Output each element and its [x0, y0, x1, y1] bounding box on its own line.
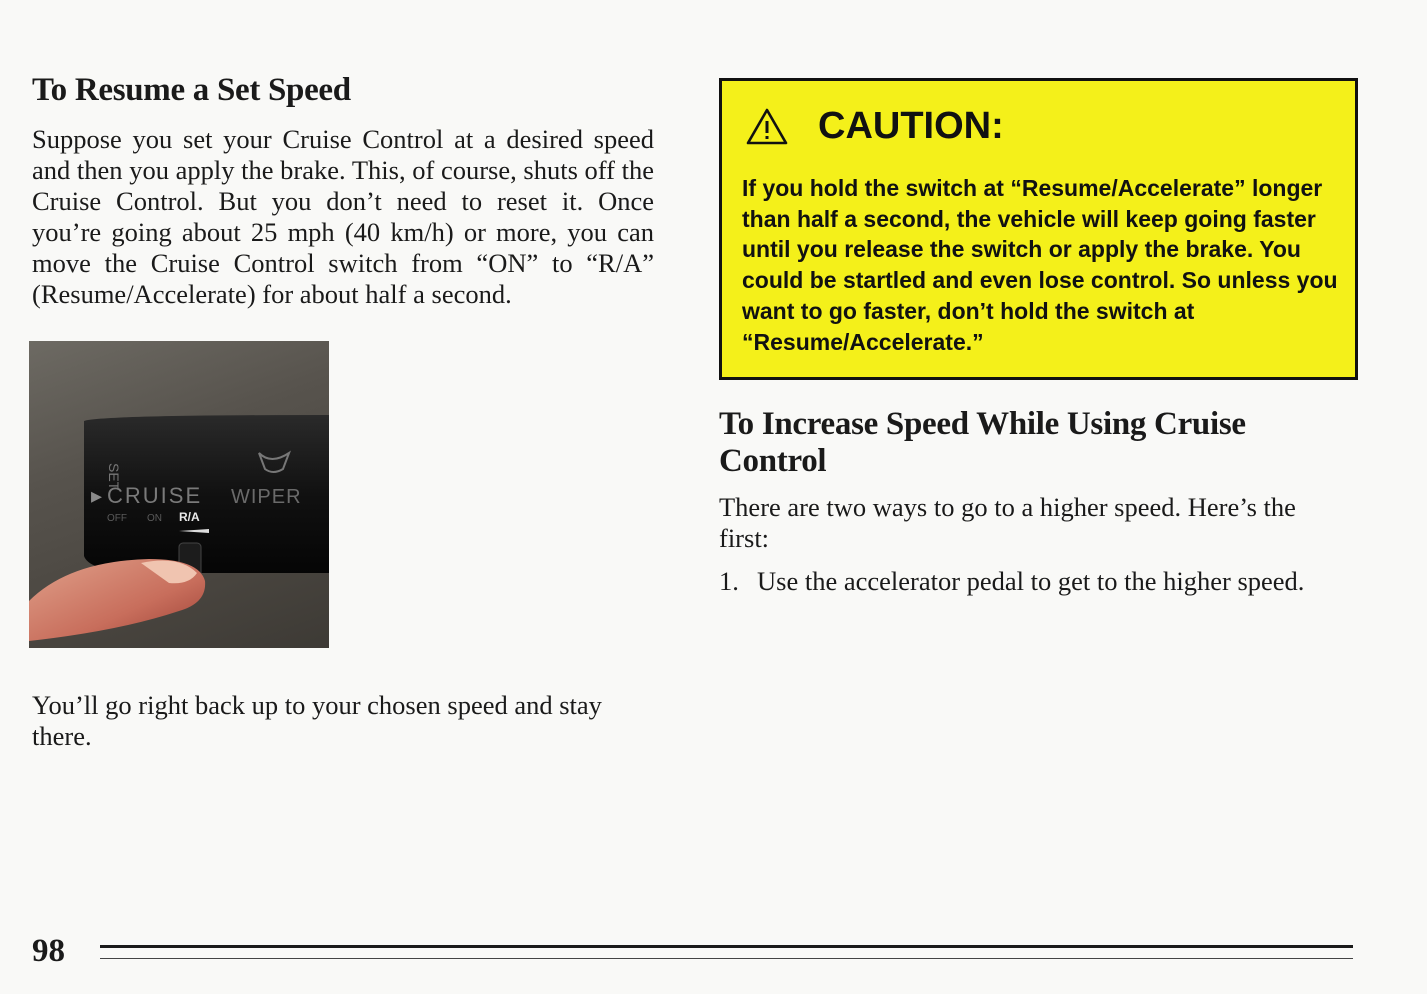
position-off: OFF — [107, 513, 127, 524]
set-label: SET — [106, 463, 122, 491]
increase-paragraph: There are two ways to go to a higher speed. Here’s the first: — [719, 492, 1296, 553]
section-heading-resume: To Resume a Set Speed — [32, 72, 351, 108]
position-ra: R/A — [179, 510, 200, 524]
footer-rule — [100, 945, 1353, 948]
list-number: 1. — [719, 566, 739, 596]
cruise-label: CRUISE — [107, 483, 203, 508]
warning-triangle-icon — [746, 108, 788, 146]
footer-rule-thin — [100, 958, 1353, 959]
result-paragraph: You’ll go right back up to your chosen speed and stay there. — [32, 690, 602, 751]
caution-text: If you hold the switch at “Resume/Accelerate” longer than half a second, the vehicle will keep going faster until you release the switch or apply the brake. You could be startled and even lose control. So unless you want to go faster, don’t hold the switch at “Resume/Accelerate.” — [742, 175, 1338, 355]
caution-title: CAUTION: — [818, 105, 1004, 147]
resume-paragraph: Suppose you set your Cruise Control at a desired speed and then you apply the brake. This, of course, shuts off the Cruise Control. But you don’t need to reset it. Once you’re going about 25 mph (40 km/h) or more, you can move the Cruise Control switch from “ON” to “R/A” (Resume/Accelerate) for about half a second. — [32, 124, 654, 309]
wiper-label: WIPER — [231, 486, 302, 508]
section-heading-increase: To Increase Speed While Using Cruise Control — [719, 406, 1246, 479]
caution-box — [719, 78, 1358, 380]
list-text: Use the accelerator pedal to get to the higher speed. — [757, 566, 1305, 596]
cruise-arrow-icon: ▸ — [91, 483, 103, 508]
caution-header — [746, 105, 1004, 148]
page-number: 98 — [32, 933, 65, 969]
list-item — [719, 566, 1359, 597]
cruise-control-switch-photo — [29, 341, 329, 648]
position-on: ON — [147, 513, 162, 524]
